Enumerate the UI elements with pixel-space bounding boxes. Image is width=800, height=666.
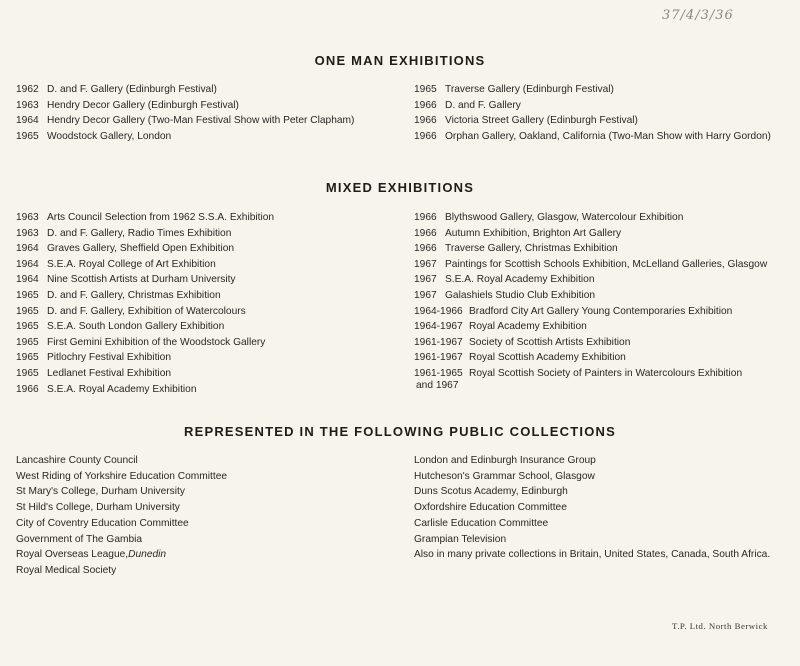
exhibition-entry (414, 226, 794, 242)
exhibition-year: 1962 (16, 84, 39, 95)
exhibition-entry (414, 257, 794, 273)
exhibition-year: 1964 (16, 258, 39, 270)
exhibition-year: 1963 (16, 227, 39, 239)
printer-imprint: T.P. Ltd. North Berwick (672, 621, 768, 631)
exhibition-year: 1961-1967 (414, 352, 463, 364)
exhibition-venue: Victoria Street Gallery (Edinburgh Festival) (445, 115, 638, 127)
exhibition-entry (414, 210, 794, 226)
exhibition-year: 1966 (414, 243, 437, 255)
exhibition-entry (16, 257, 274, 273)
exhibition-venue: S.E.A. Royal Academy Exhibition (445, 274, 595, 286)
exhibition-year: 1966 (414, 115, 437, 127)
exhibition-year: 1965 (16, 289, 39, 301)
exhibition-venue: Traverse Gallery (Edinburgh Festival) (445, 84, 614, 95)
collection-item: Lancashire County Council (16, 455, 138, 466)
collection-item: St Mary's College, Durham University (16, 486, 185, 498)
collection-item: Grampian Television (414, 533, 507, 545)
collection-item: Government of The Gambia (16, 533, 143, 545)
exhibition-venue: Hendry Decor Gallery (Edinburgh Festival) (47, 99, 239, 111)
collections-right-list (414, 453, 770, 563)
exhibition-venue: Paintings for Scottish Schools Exhibition, McLelland Galleries, Glasgow (445, 258, 768, 270)
exhibition-year: 1961-1965 (414, 367, 463, 379)
exhibition-venue: Blythswood Gallery, Glasgow, Watercolour Exhibition (445, 212, 684, 223)
exhibition-entry (414, 319, 794, 335)
exhibition-venue: D. and F. Gallery, Radio Times Exhibition (47, 227, 232, 239)
exhibition-entry (16, 382, 274, 398)
exhibition-year: 1965 (16, 130, 39, 142)
exhibition-venue: S.E.A. Royal College of Art Exhibition (47, 258, 216, 270)
exhibition-venue: D. and F. Gallery, Christmas Exhibition (47, 289, 221, 301)
exhibition-entry (414, 335, 794, 351)
exhibition-entry (16, 288, 274, 304)
italic-place-name: Dunedin (128, 549, 167, 561)
exhibition-venue: S.E.A. South London Gallery Exhibition (47, 321, 225, 333)
exhibition-year: 1966 (16, 383, 39, 395)
exhibition-venue: S.E.A. Royal Academy Exhibition (47, 383, 197, 395)
exhibition-entry (16, 98, 354, 114)
exhibition-year: 1964 (16, 243, 39, 255)
exhibition-year: 1965 (16, 321, 39, 333)
collection-item: Royal Medical Society (16, 564, 117, 576)
exhibition-venue: Woodstock Gallery, London (47, 130, 172, 142)
public-collections-heading: REPRESENTED IN THE FOLLOWING PUBLIC COLLECTIONS (184, 424, 616, 439)
exhibition-entry (16, 82, 354, 98)
exhibition-venue: D. and F. Gallery (445, 99, 521, 111)
exhibition-venue: Orphan Gallery, Oakland, California (Two-Man Show with Harry Gordon) (445, 130, 771, 142)
exhibition-year: 1967 (414, 274, 437, 286)
exhibition-year: 1966 (414, 212, 437, 223)
exhibition-entry (16, 241, 274, 257)
mixed-left-list (16, 210, 274, 397)
exhibition-entry (16, 129, 354, 145)
exhibition-entry (16, 350, 274, 366)
exhibition-venue: Pitlochry Festival Exhibition (47, 352, 171, 364)
exhibition-entry (414, 113, 784, 129)
mixed-right-list (414, 210, 794, 393)
continuation-text: and 1967 (416, 379, 459, 391)
exhibition-year: 1966 (414, 99, 437, 111)
exhibition-year: 1966 (414, 130, 437, 142)
exhibition-entry (414, 241, 794, 257)
exhibition-venue: First Gemini Exhibition of the Woodstock Gallery (47, 336, 266, 348)
collection-item: Duns Scotus Academy, Edinburgh (414, 486, 568, 498)
exhibition-venue: Traverse Gallery, Christmas Exhibition (445, 243, 618, 255)
collections-left-list (16, 453, 227, 579)
exhibition-venue: Society of Scottish Artists Exhibition (469, 336, 631, 348)
exhibition-venue: D. and F. Gallery, Exhibition of Watercolours (47, 305, 246, 317)
exhibition-venue: Galashiels Studio Club Exhibition (445, 289, 596, 301)
exhibition-year: 1964-1966 (414, 305, 463, 317)
exhibition-year: 1964 (16, 274, 39, 286)
exhibition-entry (414, 82, 784, 98)
exhibition-entry (16, 366, 274, 382)
exhibition-entry (414, 272, 794, 288)
exhibition-entry (16, 335, 274, 351)
exhibition-entry (16, 210, 274, 226)
exhibition-venue: Hendry Decor Gallery (Two-Man Festival Show with Peter Clapham) (47, 115, 355, 127)
exhibition-year: 1964-1967 (414, 321, 463, 333)
exhibition-entry (414, 366, 794, 382)
exhibition-venue: D. and F. Gallery (Edinburgh Festival) (47, 84, 217, 95)
exhibition-year: 1965 (16, 336, 39, 348)
exhibition-entry (16, 226, 274, 242)
exhibition-entry (16, 319, 274, 335)
exhibition-venue: Ledlanet Festival Exhibition (47, 367, 172, 379)
exhibition-year: 1964 (16, 115, 39, 127)
collection-item: West Riding of Yorkshire Education Committee (16, 470, 228, 482)
exhibition-year: 1965 (16, 352, 39, 364)
exhibition-venue: Arts Council Selection from 1962 S.S.A. Exhibition (47, 212, 275, 223)
exhibition-year: 1966 (414, 227, 437, 239)
exhibition-year: 1965 (414, 84, 437, 95)
exhibition-entry (414, 350, 794, 366)
exhibition-entry (16, 304, 274, 320)
one-man-right-list (414, 82, 784, 144)
collection-item: City of Coventry Education Committee (16, 517, 189, 529)
collection-item: London and Edinburgh Insurance Group (414, 455, 596, 466)
exhibition-entry (414, 304, 794, 320)
exhibition-entry (414, 129, 784, 145)
exhibition-entry (414, 288, 794, 304)
exhibition-year: 1967 (414, 258, 437, 270)
exhibition-venue: Royal Academy Exhibition (469, 321, 587, 333)
exhibition-venue: Royal Scottish Society of Painters in Watercolours Exhibition (469, 367, 743, 379)
mixed-exhibitions-heading: MIXED EXHIBITIONS (325, 180, 475, 195)
exhibition-entry (16, 113, 354, 129)
one-man-left-list (16, 82, 354, 144)
exhibition-entry (414, 98, 784, 114)
one-man-exhibitions-heading: ONE MAN EXHIBITIONS (314, 53, 486, 68)
exhibition-venue: Graves Gallery, Sheffield Open Exhibition (47, 243, 235, 255)
exhibition-year: 1963 (16, 99, 39, 111)
handwritten-annotation: 37/4/3/36 (662, 8, 734, 23)
exhibition-year: 1961-1967 (414, 336, 463, 348)
exhibition-venue: Bradford City Art Gallery Young Contemporaries Exhibition (469, 305, 733, 317)
exhibition-year: 1965 (16, 367, 39, 379)
exhibition-year: 1963 (16, 212, 39, 223)
collection-item: Carlisle Education Committee (414, 517, 549, 529)
exhibition-venue: Autumn Exhibition, Brighton Art Gallery (445, 227, 622, 239)
exhibition-year: 1965 (16, 305, 39, 317)
exhibition-venue: Royal Scottish Academy Exhibition (469, 352, 626, 364)
collection-item: Also in many private collections in Britain, United States, Canada, South Africa. (414, 549, 771, 561)
collection-item: Hutcheson's Grammar School, Glasgow (414, 470, 595, 482)
exhibition-venue: Nine Scottish Artists at Durham University (47, 274, 236, 286)
collection-item: Royal Overseas League, Dunedin (16, 547, 227, 563)
exhibition-year: 1967 (414, 289, 437, 301)
exhibition-entry (16, 272, 274, 288)
collection-item: Oxfordshire Education Committee (414, 502, 567, 514)
collection-item: St Hild's College, Durham University (16, 502, 180, 514)
